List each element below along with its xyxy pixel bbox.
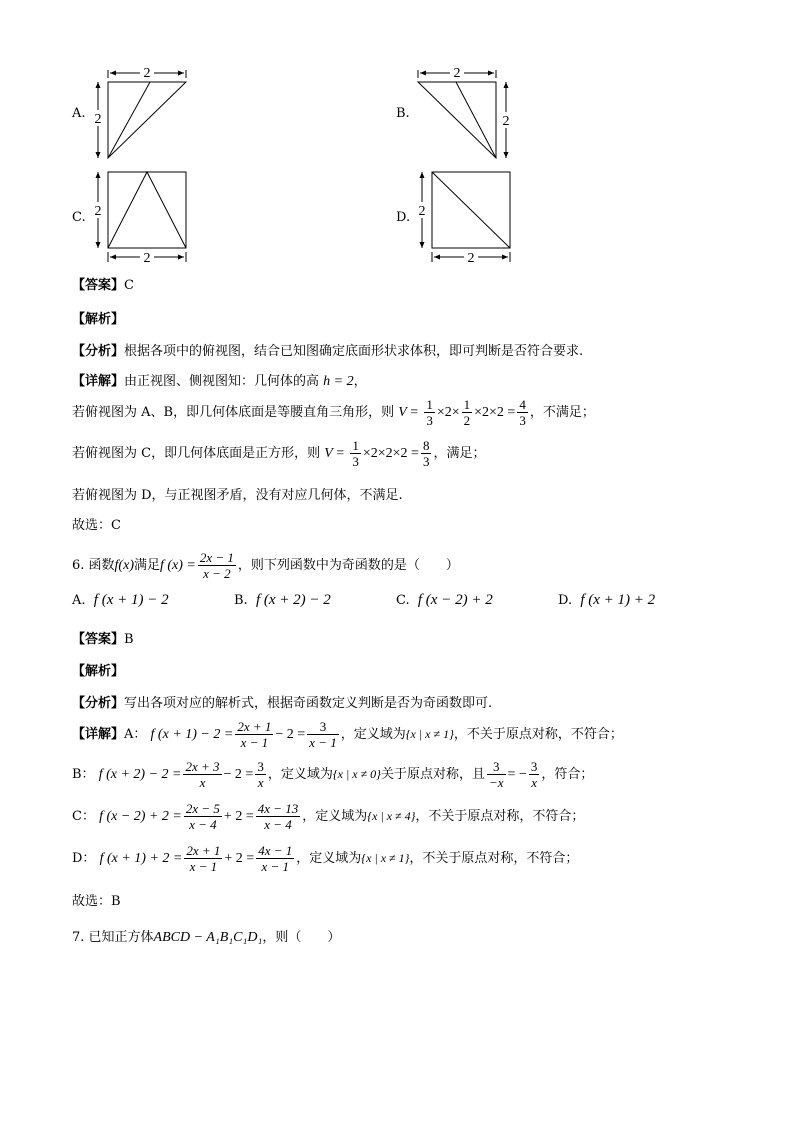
figure-option-a bbox=[88, 62, 198, 162]
figure-b-top-dim: 2 bbox=[453, 66, 461, 81]
q6-fenxi-line: 【分析】写出各项对应的解析式，根据奇函数定义判断是否为奇函数即可. bbox=[72, 696, 493, 711]
q6-detail-b: B： f (x + 2) − 2 = $\frac{2x + 3}{x}$ − 2 = $\frac{3}{x}$ ，定义域为{x | x ≠ 0}关于原点对称，且 $\frac{3}{-x}$ = − $\frac{3}{x}$ ，符合； bbox=[72, 759, 594, 790]
q5-detail-line: 【详解】由正视图、侧视图知：几何体的高 h = 2， bbox=[72, 374, 367, 389]
figure-option-c-label: C. bbox=[72, 210, 86, 225]
q5-choice: 故选：C bbox=[72, 518, 121, 533]
q5-ab-line: 若俯视图为 A、B，即几何体底面是等腰直角三角形，则 V = $\frac{1}{3}$ ×2× $\frac{1}{2}$ ×2×2 = $\frac{4}{3}$ ，不满足； bbox=[72, 397, 595, 428]
answer-value: C bbox=[124, 278, 134, 293]
q5-analysis-tag: 【解析】 bbox=[72, 312, 125, 327]
answer-value: B bbox=[124, 632, 134, 647]
figure-option-b-label: B. bbox=[396, 106, 410, 121]
q6-detail-c: C： f (x − 2) + 2 = $\frac{2x - 5}{x - 4}$ + 2 = $\frac{4x - 13}{x - 4}$ ，定义域为{x | x ≠ 4}，不关于原点对称，不符合； bbox=[72, 801, 585, 832]
q6-analysis-tag: 【解析】 bbox=[72, 664, 125, 679]
figure-d-side-dim: 2 bbox=[418, 204, 426, 219]
figure-c-side-dim: 2 bbox=[94, 204, 102, 219]
q7-stem: 7. 已知正方体ABCD − A₁B₁C₁D₁，则（ ） bbox=[72, 930, 341, 945]
q5-c-line: 若俯视图为 C，即几何体底面是正方形，则 V = $\frac{1}{3}$ ×2×2×2 = $\frac{8}{3}$ ，满足； bbox=[72, 438, 486, 469]
q5-answer-line bbox=[72, 274, 134, 293]
figure-option-d-label: D. bbox=[396, 210, 411, 225]
figure-option-b bbox=[410, 62, 520, 162]
figure-b-side-dim: 2 bbox=[502, 114, 510, 129]
figure-option-c bbox=[88, 166, 198, 266]
q5-d-line: 若俯视图为 D，与正视图矛盾，没有对应几何体，不满足. bbox=[72, 488, 403, 503]
q6-detail-d: D： f (x + 1) + 2 = $\frac{2x + 1}{x - 1}$ + 2 = $\frac{4x - 1}{x - 1}$ ，定义域为{x | x ≠ 1}，不关于原点对称，不符合； bbox=[72, 843, 579, 874]
q6-answer-line: 【答案】B bbox=[72, 632, 134, 647]
figure-a-top-dim: 2 bbox=[143, 66, 151, 81]
figure-option-d bbox=[412, 166, 522, 266]
q6-choice: 故选：B bbox=[72, 894, 121, 909]
answer-tag: 【答案】 bbox=[72, 278, 125, 293]
q6-option-b[interactable]: B. f (x + 2) − 2 bbox=[234, 592, 331, 608]
figure-c-bottom-dim: 2 bbox=[143, 251, 151, 266]
figure-option-a-label: A. bbox=[72, 106, 86, 121]
q6-option-c[interactable]: C. f (x − 2) + 2 bbox=[396, 592, 493, 608]
figure-a-side-dim: 2 bbox=[94, 112, 102, 127]
q5-fenxi-line: 【分析】根据各项中的俯视图，结合已知图确定底面形状求体积，即可判断是否符合要求. bbox=[72, 344, 584, 359]
q6-option-d[interactable]: D. f (x + 1) + 2 bbox=[558, 592, 656, 608]
figure-d-bottom-dim: 2 bbox=[467, 251, 475, 266]
q6-stem: 6. 函数f(x)满足f (x) = $\frac{2x - 1}{x - 2}$ ，则下列函数中为奇函数的是（ ） bbox=[72, 550, 459, 581]
q6-detail-a: 【详解】A： f (x + 1) − 2 = $\frac{2x + 1}{x - 1}$ − 2 = $\frac{3}{x - 1}$ ，定义域为{x | x ≠ 1}，不关于原点对称，不符合； bbox=[72, 719, 623, 750]
q6-option-a[interactable]: A. f (x + 1) − 2 bbox=[72, 592, 169, 608]
